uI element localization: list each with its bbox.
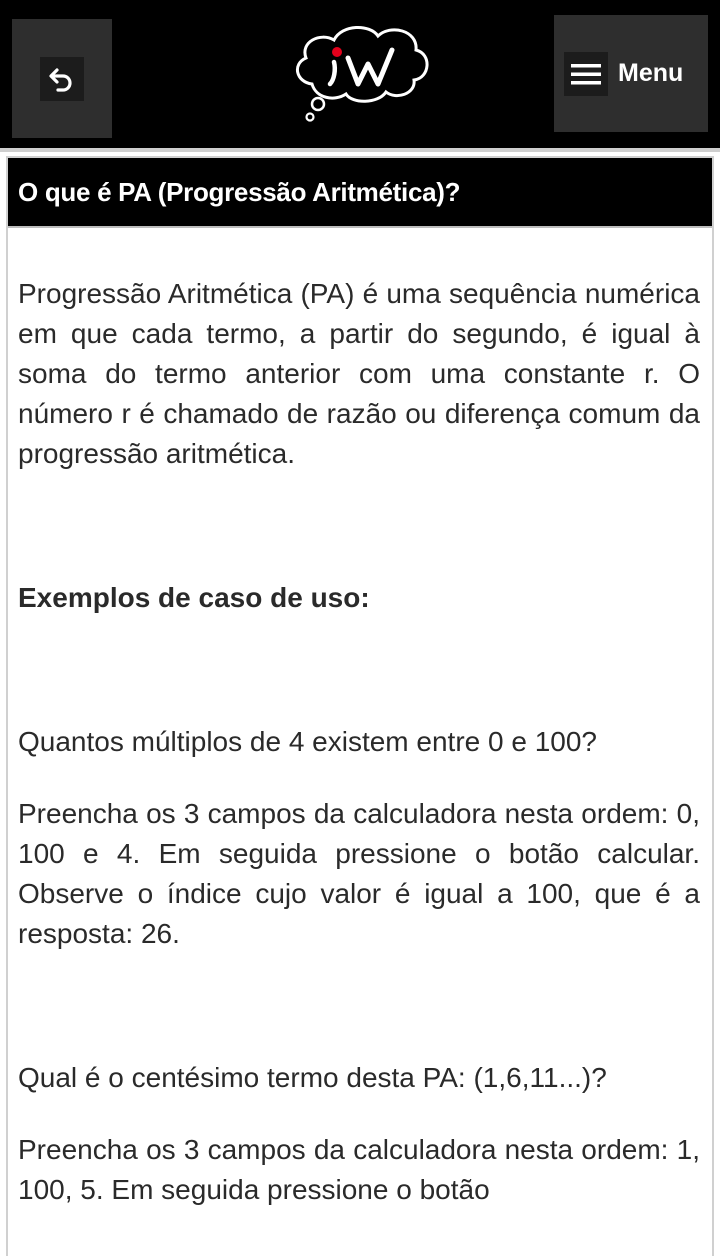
- example-question: Quantos múltiplos de 4 existem entre 0 e 100?: [18, 726, 598, 757]
- menu-label: Menu: [618, 59, 684, 87]
- article-body: [8, 274, 712, 1210]
- undo-arrow-icon: [40, 57, 84, 101]
- example-answer: Preencha os 3 campos da calculadora nesta ordem: 1, 100, 5. Em seguida pressione o botão: [18, 1134, 700, 1205]
- example-question: Qual é o centésimo termo desta PA: (1,6,11...)?: [18, 1062, 607, 1093]
- example-answer: Preencha os 3 campos da calculadora nesta ordem: 0, 100 e 4. Em seguida pressione o botão calcular. Observe o índice cujo valor é igual a 100, que é a resposta: 26.: [18, 798, 700, 949]
- hamburger-icon: [564, 52, 608, 96]
- article-header: [8, 158, 712, 228]
- menu-button[interactable]: [554, 15, 708, 132]
- site-logo[interactable]: [290, 18, 432, 126]
- article-title: O que é PA (Progressão Aritmética)?: [18, 176, 461, 207]
- examples-heading: Exemplos de caso de uso:: [18, 582, 370, 613]
- back-button[interactable]: [12, 19, 112, 138]
- top-bar: [0, 0, 720, 148]
- article-card: [6, 156, 714, 1256]
- header-divider: [0, 148, 720, 152]
- intro-paragraph: Progressão Aritmética (PA) é uma sequência numérica em que cada termo, a partir do segundo, é igual à soma do termo anterior com uma constante r. O número r é chamado de razão ou diferença comum da progressão aritmética.: [18, 278, 700, 469]
